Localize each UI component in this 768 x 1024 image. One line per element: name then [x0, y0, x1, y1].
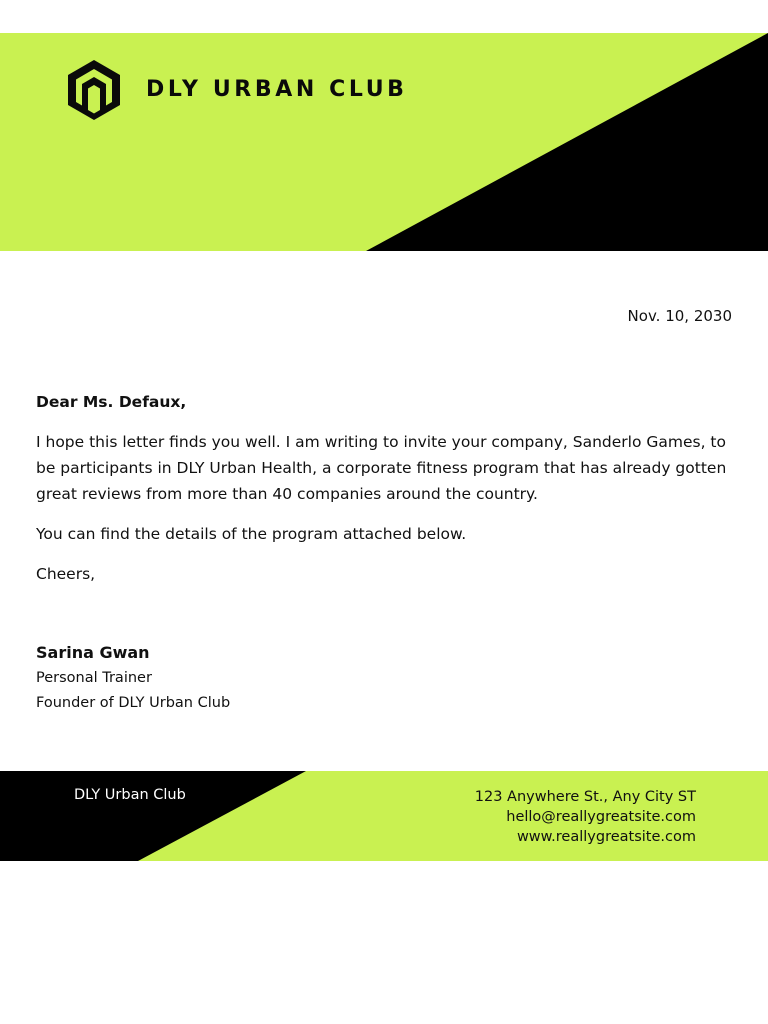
letter-paragraph-details: You can find the details of the program attached below.: [36, 525, 467, 543]
letter-paragraph-invitation: I hope this letter finds you well. I am writing to invite your company, Sanderlo Games, to be participants in DLY Urban Health, a corporate fitness program that has already gotten great reviews from more than 40 companies around the country.: [36, 433, 727, 503]
footer-address: 123 Anywhere St., Any City ST: [474, 789, 696, 805]
footer-club-name: DLY Urban Club: [74, 787, 186, 803]
signature-name: Sarina Gwan: [36, 643, 150, 662]
letter-greeting: Dear Ms. Defaux,: [36, 393, 187, 411]
hexagon-m-logo-icon: [64, 58, 124, 122]
footer-website[interactable]: www.reallygreatsite.com: [516, 829, 696, 845]
letter-closing: Cheers,: [36, 565, 96, 583]
letter-footer: [0, 771, 768, 861]
signature-organization: Founder of DLY Urban Club: [36, 695, 231, 711]
letter-date: Nov. 10, 2030: [627, 307, 732, 325]
footer-contact-info: [475, 787, 696, 847]
letter-body: [36, 389, 736, 601]
signature-role: Personal Trainer: [36, 670, 152, 686]
footer-email[interactable]: hello@reallygreatsite.com: [506, 809, 696, 825]
brand-name: DLY URBAN CLUB: [146, 77, 408, 102]
